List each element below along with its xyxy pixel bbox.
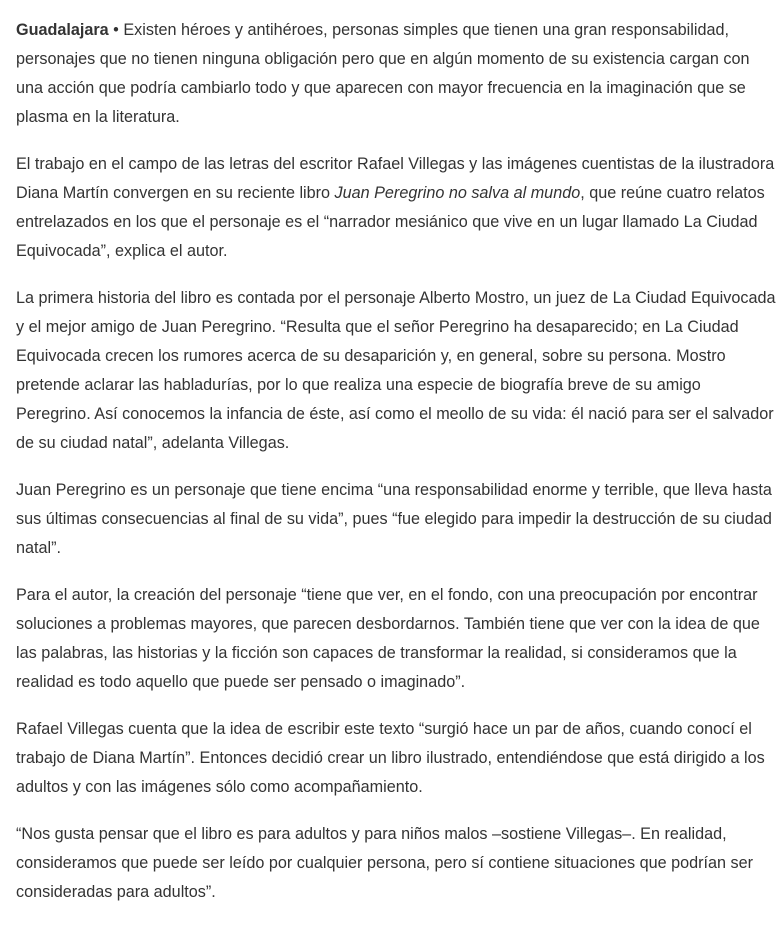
paragraph-2 <box>16 150 776 266</box>
paragraph-1 <box>16 16 776 132</box>
paragraph-1-text: Existen héroes y antihéroes, personas simples que tienen una gran responsabilidad, personajes que no tienen ninguna obligación pero que en algún momento de su existencia cargan con una acción que podría cambiarlo todo y que aparecen con mayor frecuencia en la imaginación que se plasma en la literatura. <box>16 21 750 126</box>
article-body <box>16 16 776 925</box>
paragraph-5: Para el autor, la creación del personaje “tiene que ver, en el fondo, con una preocupación por encontrar soluciones a problemas mayores, que parecen desbordarnos. También tiene que ver con la idea de que las palabras, las historias y la ficción son capaces de transformar la realidad, si consideramos que la realidad es todo aquello que puede ser pensado o imaginado”. <box>16 586 760 691</box>
paragraph-2-text-before: El trabajo en el campo de las letras del escritor Rafael Villegas y las imágenes cuentistas de la ilustradora Diana Martín convergen en su reciente libro <box>16 155 775 202</box>
paragraph-7: “Nos gusta pensar que el libro es para adultos y para niños malos –sostiene Villegas–. En realidad, consideramos que puede ser leído por cualquier persona, pero sí contiene situaciones que podrían ser consideradas para adultos”. <box>16 825 753 901</box>
paragraph-4: Juan Peregrino es un personaje que tiene encima “una responsabilidad enorme y terrible, que lleva hasta sus últimas consecuencias al final de su vida”, pues “fue elegido para impedir la destrucción de su ciudad natal”. <box>16 481 772 557</box>
dateline-location: Guadalajara <box>16 21 109 39</box>
paragraph-3: La primera historia del libro es contada por el personaje Alberto Mostro, un juez de La Ciudad Equivocada y el mejor amigo de Juan Peregrino. “Resulta que el señor Peregrino ha desaparecido; en La Ciudad Equivocada crecen los rumores acerca de su desaparición y, en general, sobre su persona. Mostro pretende aclarar las habladurías, por lo que realiza una especie de biografía breve de su amigo Peregrino. Así conocemos la infancia de éste, así como el meollo de su vida: él nació para ser el salvador de su ciudad natal”, adelanta Villegas. <box>16 289 776 452</box>
dateline-separator: • <box>108 21 124 39</box>
paragraph-6: Rafael Villegas cuenta que la idea de escribir este texto “surgió hace un par de años, cuando conocí el trabajo de Diana Martín”. Entonces decidió crear un libro ilustrado, entendiéndose que está dirigido a los adultos y con las imágenes sólo como acompañamiento. <box>16 720 765 796</box>
paragraph-2-text-after: , que reúne cuatro relatos entrelazados en los que el personaje es el “narrador mesiánico que vive en un lugar llamado La Ciudad Equivocada”, explica el autor. <box>16 184 765 260</box>
book-title: Juan Peregrino no salva al mundo <box>334 184 581 202</box>
